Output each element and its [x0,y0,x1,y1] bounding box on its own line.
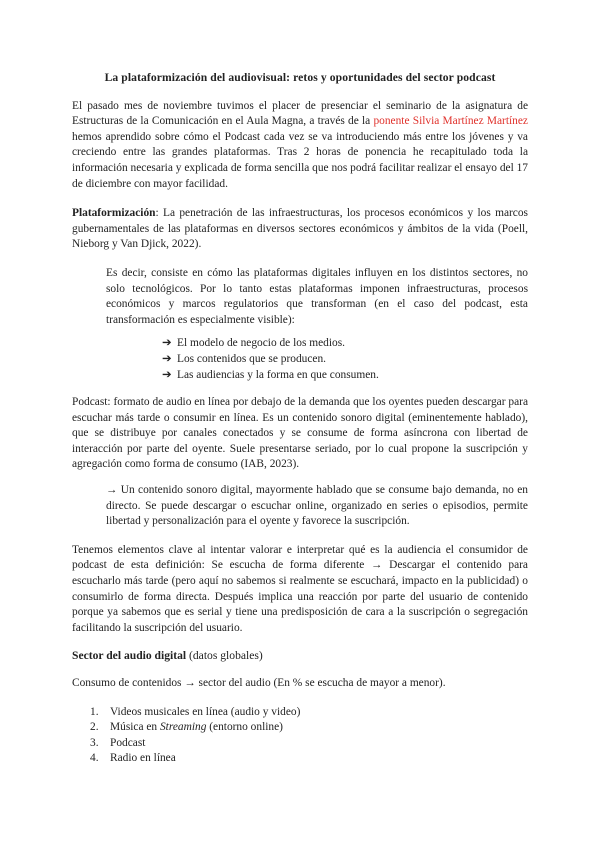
podcast-definition-paragraph: Podcast: formato de audio en línea por debajo de la demanda que los oyentes pueden descargar para escuchar más tarde o consumir en línea. Es un contenido sonoro digital (eminentemente hablado), que se distribuye por canales conectados y se consume de forma asíncrona con libertad de interacción por parte del oyente. Suele presentarse seriado, por lo cual propone la suscripción y agregación como forma de consumo (IAB, 2023). [72,396,528,471]
document-content [72,70,528,767]
consumo-paragraph: Consumo de contenidos → sector del audio (En % se escucha de mayor a menor). [72,677,446,689]
numbered-list-item [90,705,528,721]
list-number: 4. [90,752,99,765]
list-item-text: Podcast [110,736,146,749]
list-item-text: Música en [110,721,160,734]
arrow-item-text: Las audiencias y la forma en que consumen. [177,368,379,381]
arrow-icon: ➔ [162,368,172,381]
list-item-text: Radio en línea [110,752,176,765]
intro-paragraph [72,99,528,193]
list-number: 1. [90,705,99,718]
arrow-list-item [162,368,528,384]
document-title: La plataformización del audiovisual: retos y oportunidades del sector podcast [104,71,496,84]
plataformizacion-definition: : La penetración de las infraestructuras, los procesos económicos y los marcos gubernamentales de las plataformas en diversos sectores económicos y ámbitos de la vida (Poell, Nieborg y Van Djick, 2022). [72,207,528,251]
quote-paragraph-2: → Un contenido sonoro digital, mayormente hablado que se consume bajo demanda, no en directo. Se puede descargar o escuchar online, organizado en series o episodios, permite libertad y personalización para el oyente y favorece la suscripción. [106,484,528,528]
arrow-item-text: El modelo de negocio de los medios. [177,337,345,350]
sector-heading-note: (datos globales) [186,649,263,663]
sector-heading [72,648,528,664]
plataformizacion-paragraph [72,206,528,253]
list-number: 2. [90,721,99,734]
arrow-list [72,336,528,383]
list-item-text: Videos musicales en línea (audio y video) [110,705,301,718]
numbered-list-item [90,751,528,767]
intro-text-start: El pasado mes de noviembre tuvimos el placer de presenciar el seminario de la asignatura de Estructuras de la Comunicación en el Aula Magna, a través de la [72,99,528,128]
list-item-emphasis: Streaming [159,721,207,734]
plataformizacion-term: Plataformización [72,207,156,220]
list-number: 3. [90,736,99,749]
arrow-list-item [162,352,528,368]
list-item-text: (entorno online) [206,721,283,734]
numbered-list [72,705,528,767]
numbered-list-item [90,720,528,736]
arrow-item-text: Los contenidos que se producen. [177,352,326,365]
audience-paragraph: Tenemos elementos clave al intentar valorar e interpretar qué es la audiencia el consumidor de podcast de esta definición: Se escucha de forma diferente → Descargar el contenido para escucharlo más tarde (pero aquí no sabemos si realmente se escuchará, impacto en la publicidad) o consumirlo de forma directa. Después implica una reacción por parte del usuario de contenido porque ya sabemos que es serial y tiene una predisposición de cara a la suscripción o segregación facilitando la suscripción del usuario. [72,543,528,634]
arrow-list-item [162,336,528,352]
speaker-name-highlight: ponente Silvia Martínez Martínez [373,115,528,128]
quote-paragraph-1: Es decir, consiste en cómo las plataformas digitales influyen en los distintos sectores, no solo tecnológicos. Por lo tanto estas plataformas imponen infraestructuras, procesos económicos y marcos regulatorios que transforman (en el caso del podcast, esta transformación es especialmente visible): [106,266,528,326]
sector-heading-bold: Sector del audio digital [72,649,187,663]
arrow-icon: ➔ [162,352,172,365]
numbered-list-item [90,736,528,752]
intro-text-end: hemos aprendido sobre cómo el Podcast cada vez se va introduciendo más entre los jóvenes y va creciendo entre las grandes plataformas. Tras 2 horas de ponencia he recapitulado toda la información necesaria y explicada de forma sencilla que nos podrá facilitar realizar el ensayo del 17 de diciembre con mayor facilidad. [72,130,528,190]
arrow-icon: ➔ [162,337,172,350]
